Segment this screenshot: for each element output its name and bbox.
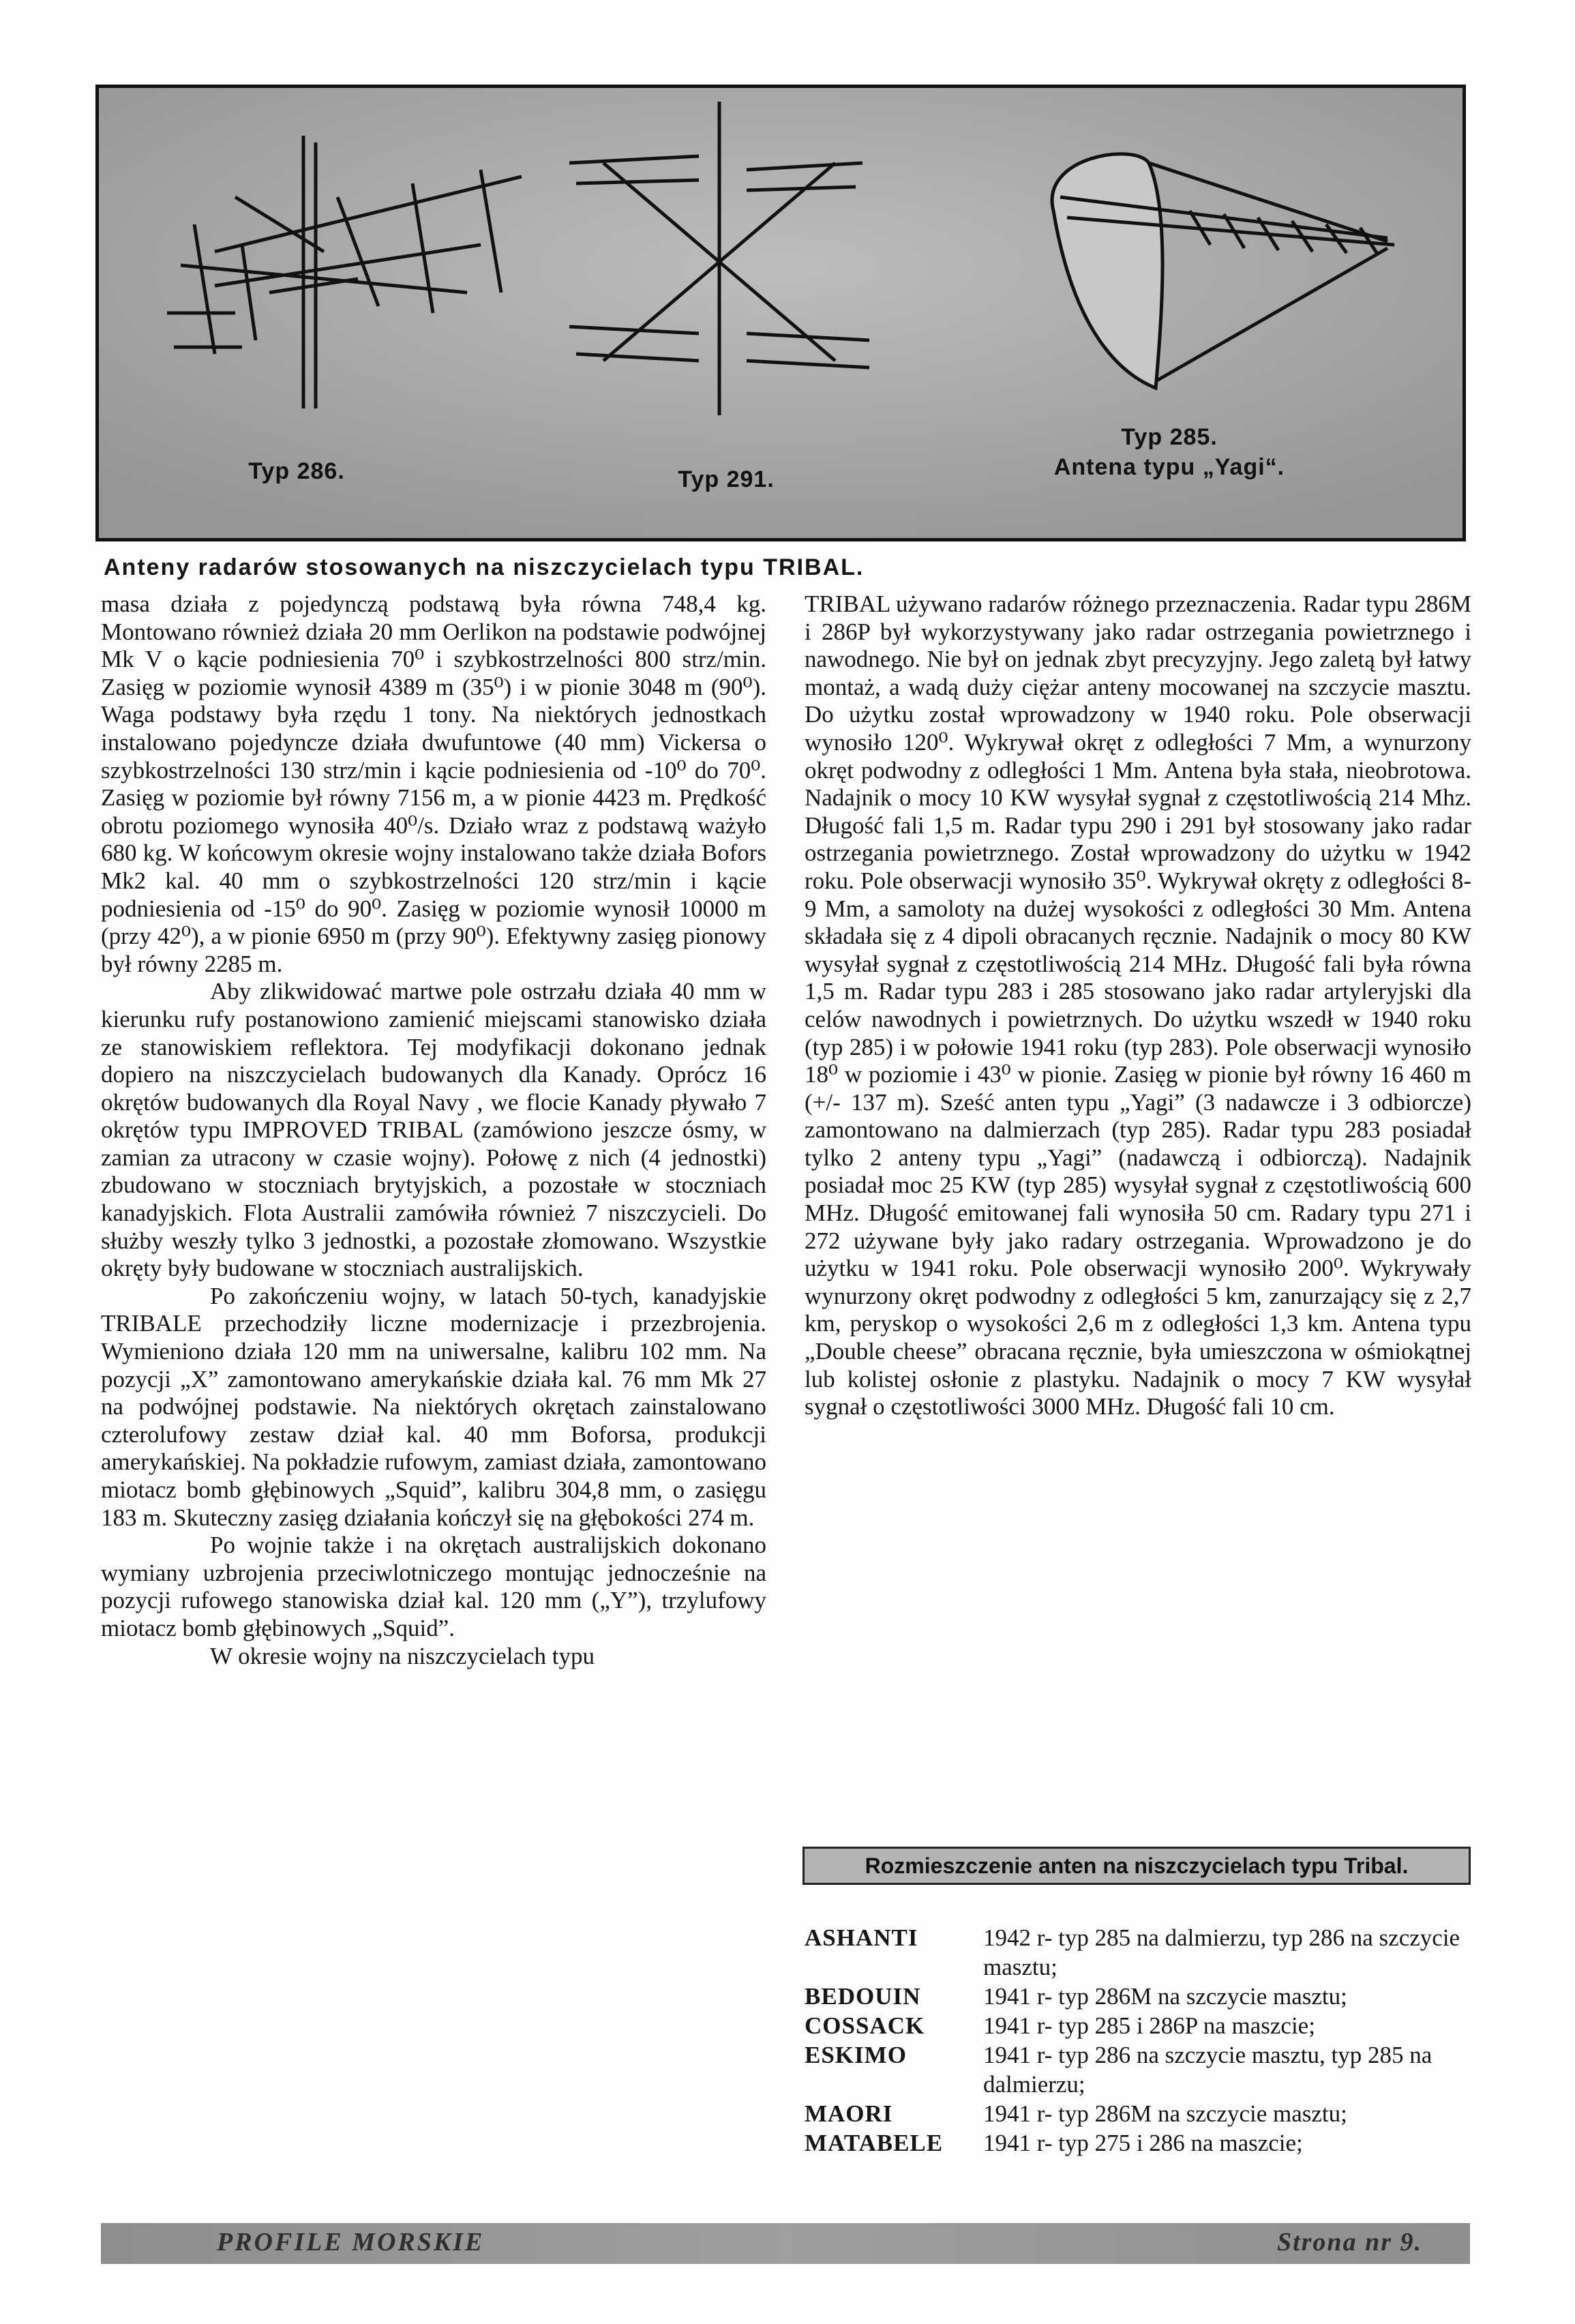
list-item [805,2128,1480,2158]
antenna-illustration [95,85,1466,541]
ship-name: ESKIMO [805,2042,907,2068]
ship-antenna-desc: 1941 r- typ 286M na szczycie masztu; [983,1983,1347,2010]
ship-antenna-desc: 1941 r- typ 286 na szczycie masztu, typ 285 na dalmierzu; [983,2042,1432,2098]
ship-name: MATABELE [805,2130,944,2156]
yagi-antenna-label: Antena typu „Yagi“. [1053,454,1285,480]
ship-antenna-desc: 1942 r- typ 285 na dalmierzu, typ 286 na szczycie masztu; [983,1924,1460,1980]
type-286-label: Typ 286. [248,458,345,484]
list-item [805,1982,1480,2011]
paragraph: Po zakończeniu wojny, w latach 50-tych, kanadyjskie TRIBALE przechodziły liczne modernizacje i przezbrojenia. Wymieniono działa 120 mm na uniwersalne, kalibru 102 mm. Na pozycji „X” zamontowano amerykańskie działa kal. 76 mm Mk 27 na podwójnej podstawie. Na niektórych okrętach zainstalowano czterolufowy zestaw dział kal. 40 mm Boforsa, produkcji amerykańskiej. Na pokładzie rufowym, zamiast działa, zamontowano miotacz bomb głębinowych „Squid”, kalibru 304,8 mm, o zasięgu 183 m. Skuteczny zasięg działania kończył się na głębokości 274 m. [101,1282,766,1531]
ship-name: COSSACK [805,2012,925,2039]
list-item [805,1923,1480,1982]
paragraph: masa działa z pojedynczą podstawą była równa 748,4 kg. Montowano również działa 20 mm Oerlikon na podstawie podwójnej Mk V o kącie podniesienia 70⁰ i szybkostrzelności 800 strz/min. Zasięg w poziomie wynosił 4389 m (35⁰) i w pionie 3048 m (90⁰). Waga podstawy była rzędu 1 tony. Na niektórych jednostkach instalowano pojedyncze działa dwufuntowe (40 mm) Vickersa o szybkostrzelności 130 strz/min i kącie podniesienia od -10⁰ do 70⁰. Zasięg w poziomie był równy 7156 m, a w pionie 4423 m. Prędkość obrotu poziomego wynosiła 40⁰/s. Działo wraz z podstawą ważyło 680 kg. W końcowym okresie wojny instalowano także działa Bofors Mk2 kal. 40 mm o szybkostrzelności 120 strz/min i kącie podniesienia od -15⁰ do 90⁰. Zasięg w poziomie wynosił 10000 m (przy 42⁰), a w pionie 6950 m (przy 90⁰). Efektywny zasięg pionowy był równy 2285 m. [101,591,766,977]
ship-name: ASHANTI [805,1924,918,1951]
right-text-column [805,591,1471,1421]
left-text-column [101,591,766,1670]
list-item [805,2011,1480,2040]
ship-antenna-desc: 1941 r- typ 285 i 286P na maszcie; [983,2012,1315,2039]
type-291-label: Typ 291. [678,466,775,492]
antenna-placement-list [805,1923,1480,2158]
paragraph: W okresie wojny na niszczycielach typu [210,1642,595,1669]
paragraph: Aby zlikwidować martwe pole ostrzału działa 40 mm w kierunku rufy postanowiono zamienić miejscami stanowisko działa ze stanowiskiem reflektora. Tej modyfikacji dokonano jednak dopiero na niszczycielach budowanych dla Kanady. Oprócz 16 okrętów budowanych dla Royal Navy , we flocie Kanady pływało 7 okrętów typu IMPROVED TRIBAL (zamówiono jeszcze ósmy, w zamian za utracony w czasie wojny). Połowę z nich (4 jednostki) zbudowano w stoczniach brytyjskich, a pozostałe w stoczniach kanadyjskich. Flota Australii zamówiła również 7 niszczycieli. Do służby weszły tylko 3 jednostki, a pozostałe złomowano. Wszystkie okręty były budowane w stoczniach australijskich. [101,978,766,1282]
list-item [805,2099,1480,2128]
antenna-table-heading: Rozmieszczenie anten na niszczycielach typu Tribal. [802,1847,1471,1885]
type-285-label: Typ 285. [1121,424,1218,450]
magazine-title: PROFILE MORSKIE [217,2228,485,2256]
figure-caption: Anteny radarów stosowanych na niszczycielach typu TRIBAL. [104,554,865,580]
paragraph: TRIBAL używano radarów różnego przeznaczenia. Radar typu 286M i 286P był wykorzystywany jako radar ostrzegania powietrznego i nawodnego. Nie był on jednak zbyt precyzyjny. Jego zaletą był łatwy montaż, a wadą duży ciężar anteny mocowanej na szczycie masztu. Do użytku został wprowadzony w 1940 roku. Pole obserwacji wynosiło 120⁰. Wykrywał okręt z odległości 7 Mm, a wynurzony okręt podwodny z odległości 1 Mm. Antena była stała, nieobrotowa. Nadajnik o mocy 10 KW wysyłał sygnał z częstotliwością 214 Mhz. Długość fali 1,5 m. Radar typu 290 i 291 był stosowany jako radar ostrzegania powietrznego. Został wprowadzony do użytku w 1942 roku. Pole obserwacji wynosiło 35⁰. Wykrywał okręty z odległości 8-9 Mm, a samoloty na dużej wysokości z odległości 30 Mm. Antena składała się z 4 dipoli obracanych ręcznie. Nadajnik o mocy 80 KW wysyłał sygnał z częstotliwością 214 MHz. Długość fali była równa 1,5 m. Radar typu 283 i 285 stosowano jako radar artyleryjski dla celów nawodnych i powietrznych. Do użytku wszedł w 1940 roku (typ 285) i w połowie 1941 roku (typ 283). Pole obserwacji wynosiło 18⁰ w poziomie i 43⁰ w pionie. Zasięg w pionie był równy 16 460 m (+/- 137 m). Sześć anten typu „Yagi” (3 nadawcze i 3 odbiorcze) zamontowano na dalmierzach (typ 285). Radar typu 283 posiadał tylko 2 anteny typu „Yagi” (nadawczą i odbiorczą). Nadajnik posiadał moc 25 KW (typ 285) wysyłał sygnał z częstotliwością 600 MHz. Długość emitowanej fali wynosiła 50 cm. Radary typu 271 i 272 używane były jako radary ostrzegania. Wprowadzono je do użytku w 1941 roku. Pole obserwacji wynosiło 200⁰. Wykrywały wynurzony okręt podwodny z odległości 5 km, zanurzający się z 2,7 km, peryskop o wysokości 2,6 m z odległości 1,3 km. Antena typu „Double cheese” obracana ręcznie, była umieszczona w ośmiokątnej lub kolistej osłonie z plastyku. Nadajnik o mocy 7 KW wysyłał sygnał o częstotliwości 3000 MHz. Długość fali 10 cm. [805,591,1471,1420]
paragraph: Po wojnie także i na okrętach australijskich dokonano wymiany uzbrojenia przeciwlotniczego montując jednocześnie na pozycji rufowego stanowiska dział kal. 120 mm („Y”), trzylufowy miotacz bomb głębinowych „Squid”. [101,1532,766,1641]
list-item [805,2040,1480,2099]
ship-name: MAORI [805,2100,893,2127]
ship-antenna-desc: 1941 r- typ 286M na szczycie masztu; [983,2100,1347,2127]
ship-antenna-desc: 1941 r- typ 275 i 286 na maszcie; [983,2130,1303,2156]
page-number: Strona nr 9. [1276,2228,1422,2256]
ship-name: BEDOUIN [805,1983,921,2010]
page-footer [101,2223,1470,2264]
